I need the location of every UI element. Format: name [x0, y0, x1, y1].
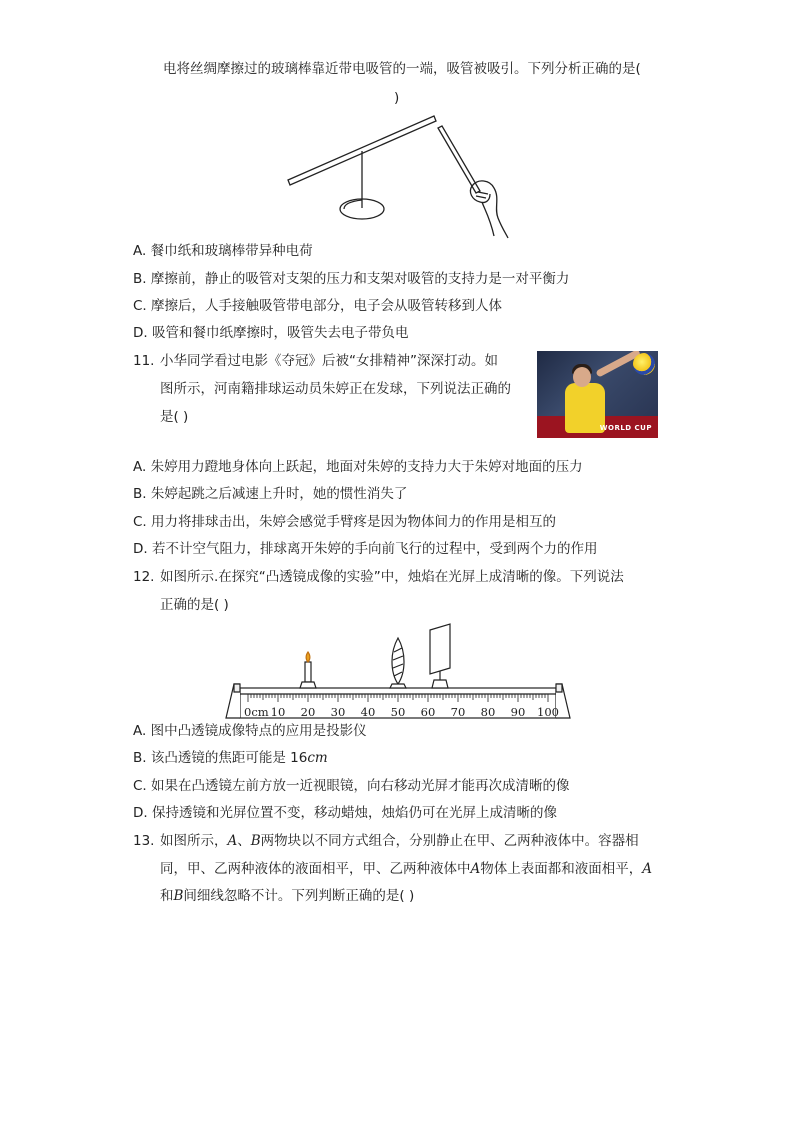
ruler-label: 90: [510, 705, 526, 719]
q12-option-b-text: B. 该凸透镜的焦距可能是 16: [133, 750, 308, 766]
q13-text: 和: [160, 888, 174, 904]
q10-stem-line2: ): [394, 90, 400, 106]
q11-option-c: C. 用力将排球击出，朱婷会感觉手臂疼是因为物体间力的作用是相互的: [133, 514, 557, 530]
q11-stem-line1: 小华同学看过电影《夺冠》后被“女排精神”深深打动。如: [160, 353, 498, 369]
q13-var-a: A: [227, 833, 238, 849]
q12-option-c: C. 如果在凸透镜左前方放一近视眼镜，向右移动光屏才能再次成清晰的像: [133, 778, 570, 794]
player-head: [573, 367, 591, 387]
q13-text: 两物块以不同方式组合，分别静止在甲、乙两种液体中。容器相: [260, 833, 639, 849]
q12-option-b-unit: cm: [307, 750, 328, 766]
q12-number: 12.: [133, 569, 155, 585]
optical-bench-figure: [220, 622, 576, 722]
q13-text: 如图所示，: [160, 833, 228, 849]
q12-option-b: [133, 749, 328, 767]
q13-text: 物体上表面都和液面相平，: [480, 861, 643, 877]
q13-var-b: B: [250, 833, 261, 849]
q13-var-b: B: [173, 888, 184, 904]
q10-option-d: D. 吸管和餐巾纸摩擦时，吸管失去电子带负电: [133, 325, 409, 341]
ruler-label: 30: [330, 705, 346, 719]
q10-option-a: A. 餐巾纸和玻璃棒带异种电荷: [133, 243, 313, 259]
q11-option-d: D. 若不计空气阻力，排球离开朱婷的手向前飞行的过程中，受到两个力的作用: [133, 541, 598, 557]
q13-text: 、: [237, 833, 251, 849]
q12-option-d: D. 保持透镜和光屏位置不变，移动蜡烛，烛焰仍可在光屏上成清晰的像: [133, 805, 557, 821]
q13-number: 13.: [133, 833, 155, 849]
volleyball-icon: [633, 353, 655, 375]
ruler-label: 0cm: [244, 705, 269, 719]
photo-logo: WORLD CUP: [599, 424, 652, 432]
volleyball-player-photo: [537, 351, 658, 438]
q12-stem-line2: 正确的是( ): [160, 597, 229, 613]
q11-option-a: A. 朱婷用力蹬地身体向上跃起，地面对朱婷的支持力大于朱婷对地面的压力: [133, 459, 583, 475]
ruler-label: 60: [420, 705, 436, 719]
ruler-label: 80: [480, 705, 496, 719]
ruler-label: 70: [450, 705, 466, 719]
q13-text: 同，甲、乙两种液体的液面相平，甲、乙两种液体中: [160, 861, 471, 877]
q12-stem-line1: 如图所示.在探究“凸透镜成像的实验”中，烛焰在光屏上成清晰的像。下列说法: [160, 569, 624, 585]
ruler-label: 10: [270, 705, 286, 719]
q10-option-c: C. 摩擦后，人手接触吸管带电部分，电子会从吸管转移到人体: [133, 298, 503, 314]
ruler-label: 20: [300, 705, 316, 719]
straw-electrostatics-figure: [280, 108, 520, 240]
q13-var-a: A: [470, 861, 481, 877]
ruler-label: 50: [390, 705, 406, 719]
ruler-label: 100: [537, 705, 559, 719]
ruler-label: 40: [360, 705, 376, 719]
q11-option-b: B. 朱婷起跳之后减速上升时，她的惯性消失了: [133, 486, 408, 502]
q11-stem-line2: 图所示，河南籍排球运动员朱婷正在发球，下列说法正确的: [160, 381, 511, 397]
q13-stem-line3: [160, 887, 414, 905]
q11-stem-line3: 是( ): [160, 409, 189, 425]
q11-number: 11.: [133, 353, 155, 369]
q13-stem-line1: [160, 832, 639, 850]
q13-stem-line2: [160, 860, 652, 878]
q12-option-a: A. 图中凸透镜成像特点的应用是投影仪: [133, 723, 367, 739]
q10-option-b: B. 摩擦前，静止的吸管对支架的压力和支架对吸管的支持力是一对平衡力: [133, 271, 570, 287]
q10-stem-line1: 电将丝绸摩擦过的玻璃棒靠近带电吸管的一端，吸管被吸引。下列分析正确的是(: [163, 61, 641, 77]
q13-text: 间细线忽略不计。下列判断正确的是( ): [183, 888, 415, 904]
q13-var-a: A: [642, 861, 652, 877]
